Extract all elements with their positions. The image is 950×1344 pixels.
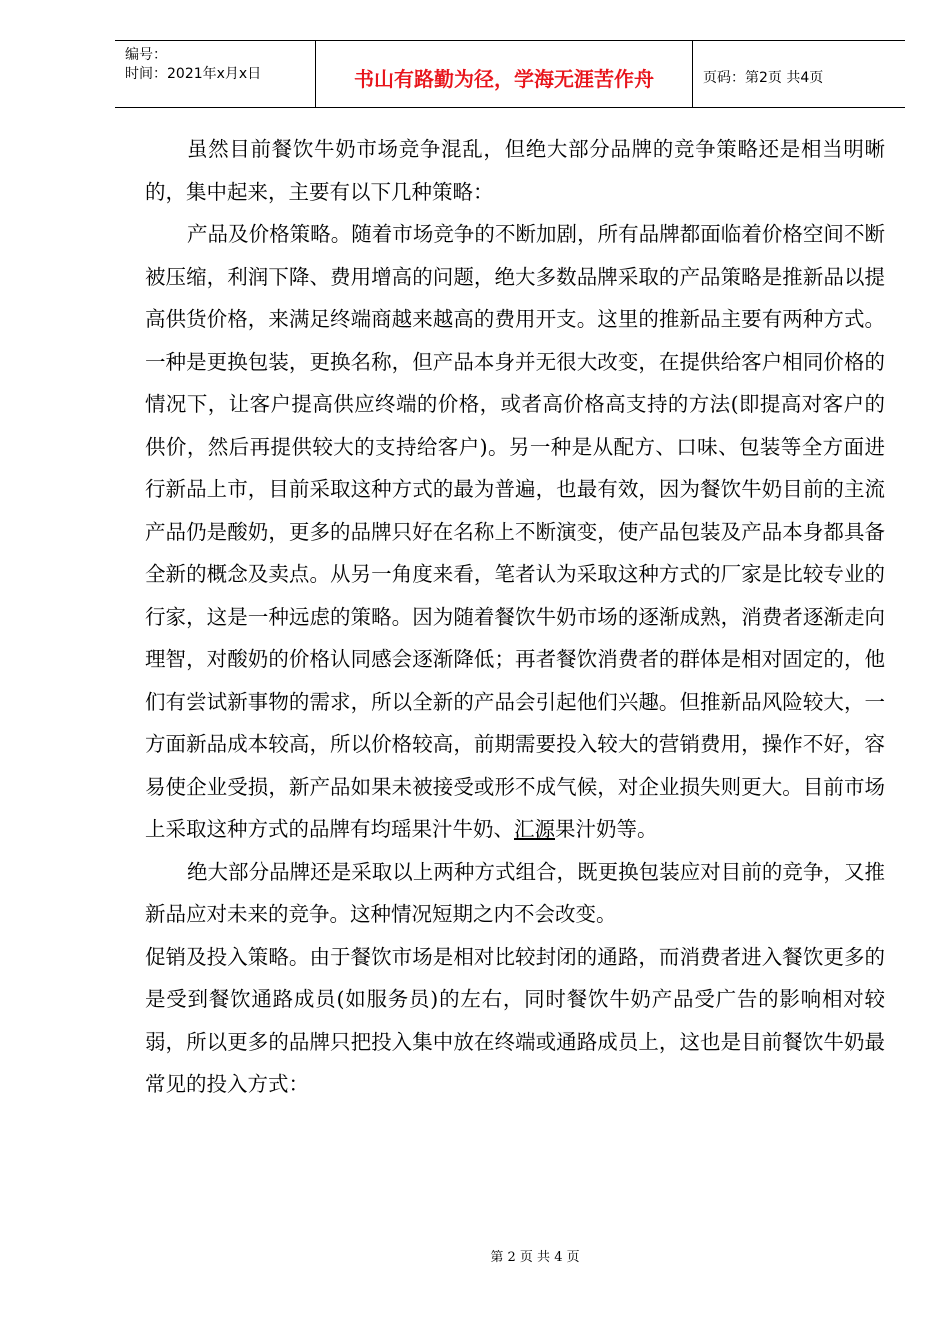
header-motto-cell [315,41,693,107]
underlined-link-huiyuan[interactable]: 汇源 [514,817,555,841]
document-date-label: 时间：2021年x月x日 [125,66,262,82]
paragraph-promotion-strategy: 促销及投入策略。由于餐饮市场是相对比较封闭的通路，而消费者进入餐饮更多的是受到餐饮通路成员(如服务员)的左右，同时餐饮牛奶产品受广告的影响相对较弱，所以更多的品牌只把投入集中放在终端或通路成员上，这也是目前餐饮牛奶最常见的投入方式： [145,944,885,1096]
document-number-label: 编号： [125,47,167,63]
header-page-cell [693,41,905,107]
document-body [145,128,885,1106]
header-meta-cell [115,41,315,107]
paragraph-text-end: 果汁奶等。 [555,817,658,841]
header-motto: 书山有路勤为径，学海无涯苦作舟 [354,67,654,91]
page-footer-number: 第 2 页 共 4 页 [490,1250,580,1265]
paragraph-text: 产品及价格策略。随着市场竞争的不断加剧，所有品牌都面临着价格空间不断被压缩，利润下降、费用增高的问题，绝大多数品牌采取的产品策略是推新品以提高供货价格，来满足终端商越来越高的费用开支。这里的推新品主要有两种方式。一种是更换包装，更换名称，但产品本身并无很大改变，在提供给客户相同价格的情况下，让客户提高供应终端的价格，或者高价格高支持的方法(即提高对客户的供价，然后再提供较大的支持给客户)。另一种是从配方、口味、包装等全方面进行新品上市，目前采取这种方式的最为普遍，也最有效，因为餐饮牛奶目前的主流产品仍是酸奶，更多的品牌只好在名称上不断演变，使产品包装及产品本身都具备全新的概念及卖点。从另一角度来看，笔者认为采取这种方式的厂家是比较专业的行家，这是一种远虑的策略。因为随着餐饮牛奶市场的逐渐成熟，消费者逐渐走向理智，对酸奶的价格认同感会逐渐降低；再者餐饮消费者的群体是相对固定的，他们有尝试新事物的需求，所以全新的产品会引起他们兴趣。但推新品风险较大，一方面新品成本较高，所以价格较高，前期需要投入较大的营销费用，操作不好，容易使企业受损，新产品如果未被接受或形不成气候，对企业损失则更大。目前市场上采取这种方式的品牌有均瑶果汁牛奶、 [145,222,885,841]
page-header [115,40,905,108]
paragraph-combination: 绝大部分品牌还是采取以上两种方式组合，既更换包装应对目前的竞争，又推新品应对未来的竞争。这种情况短期之内不会改变。 [145,859,885,926]
paragraph-product-price-strategy [145,213,885,851]
header-page-info: 页码：第2页 共4页 [703,70,824,86]
paragraph-intro: 虽然目前餐饮牛奶市场竞争混乱，但绝大部分品牌的竞争策略还是相当明晰的，集中起来，主要有以下几种策略： [145,137,885,204]
